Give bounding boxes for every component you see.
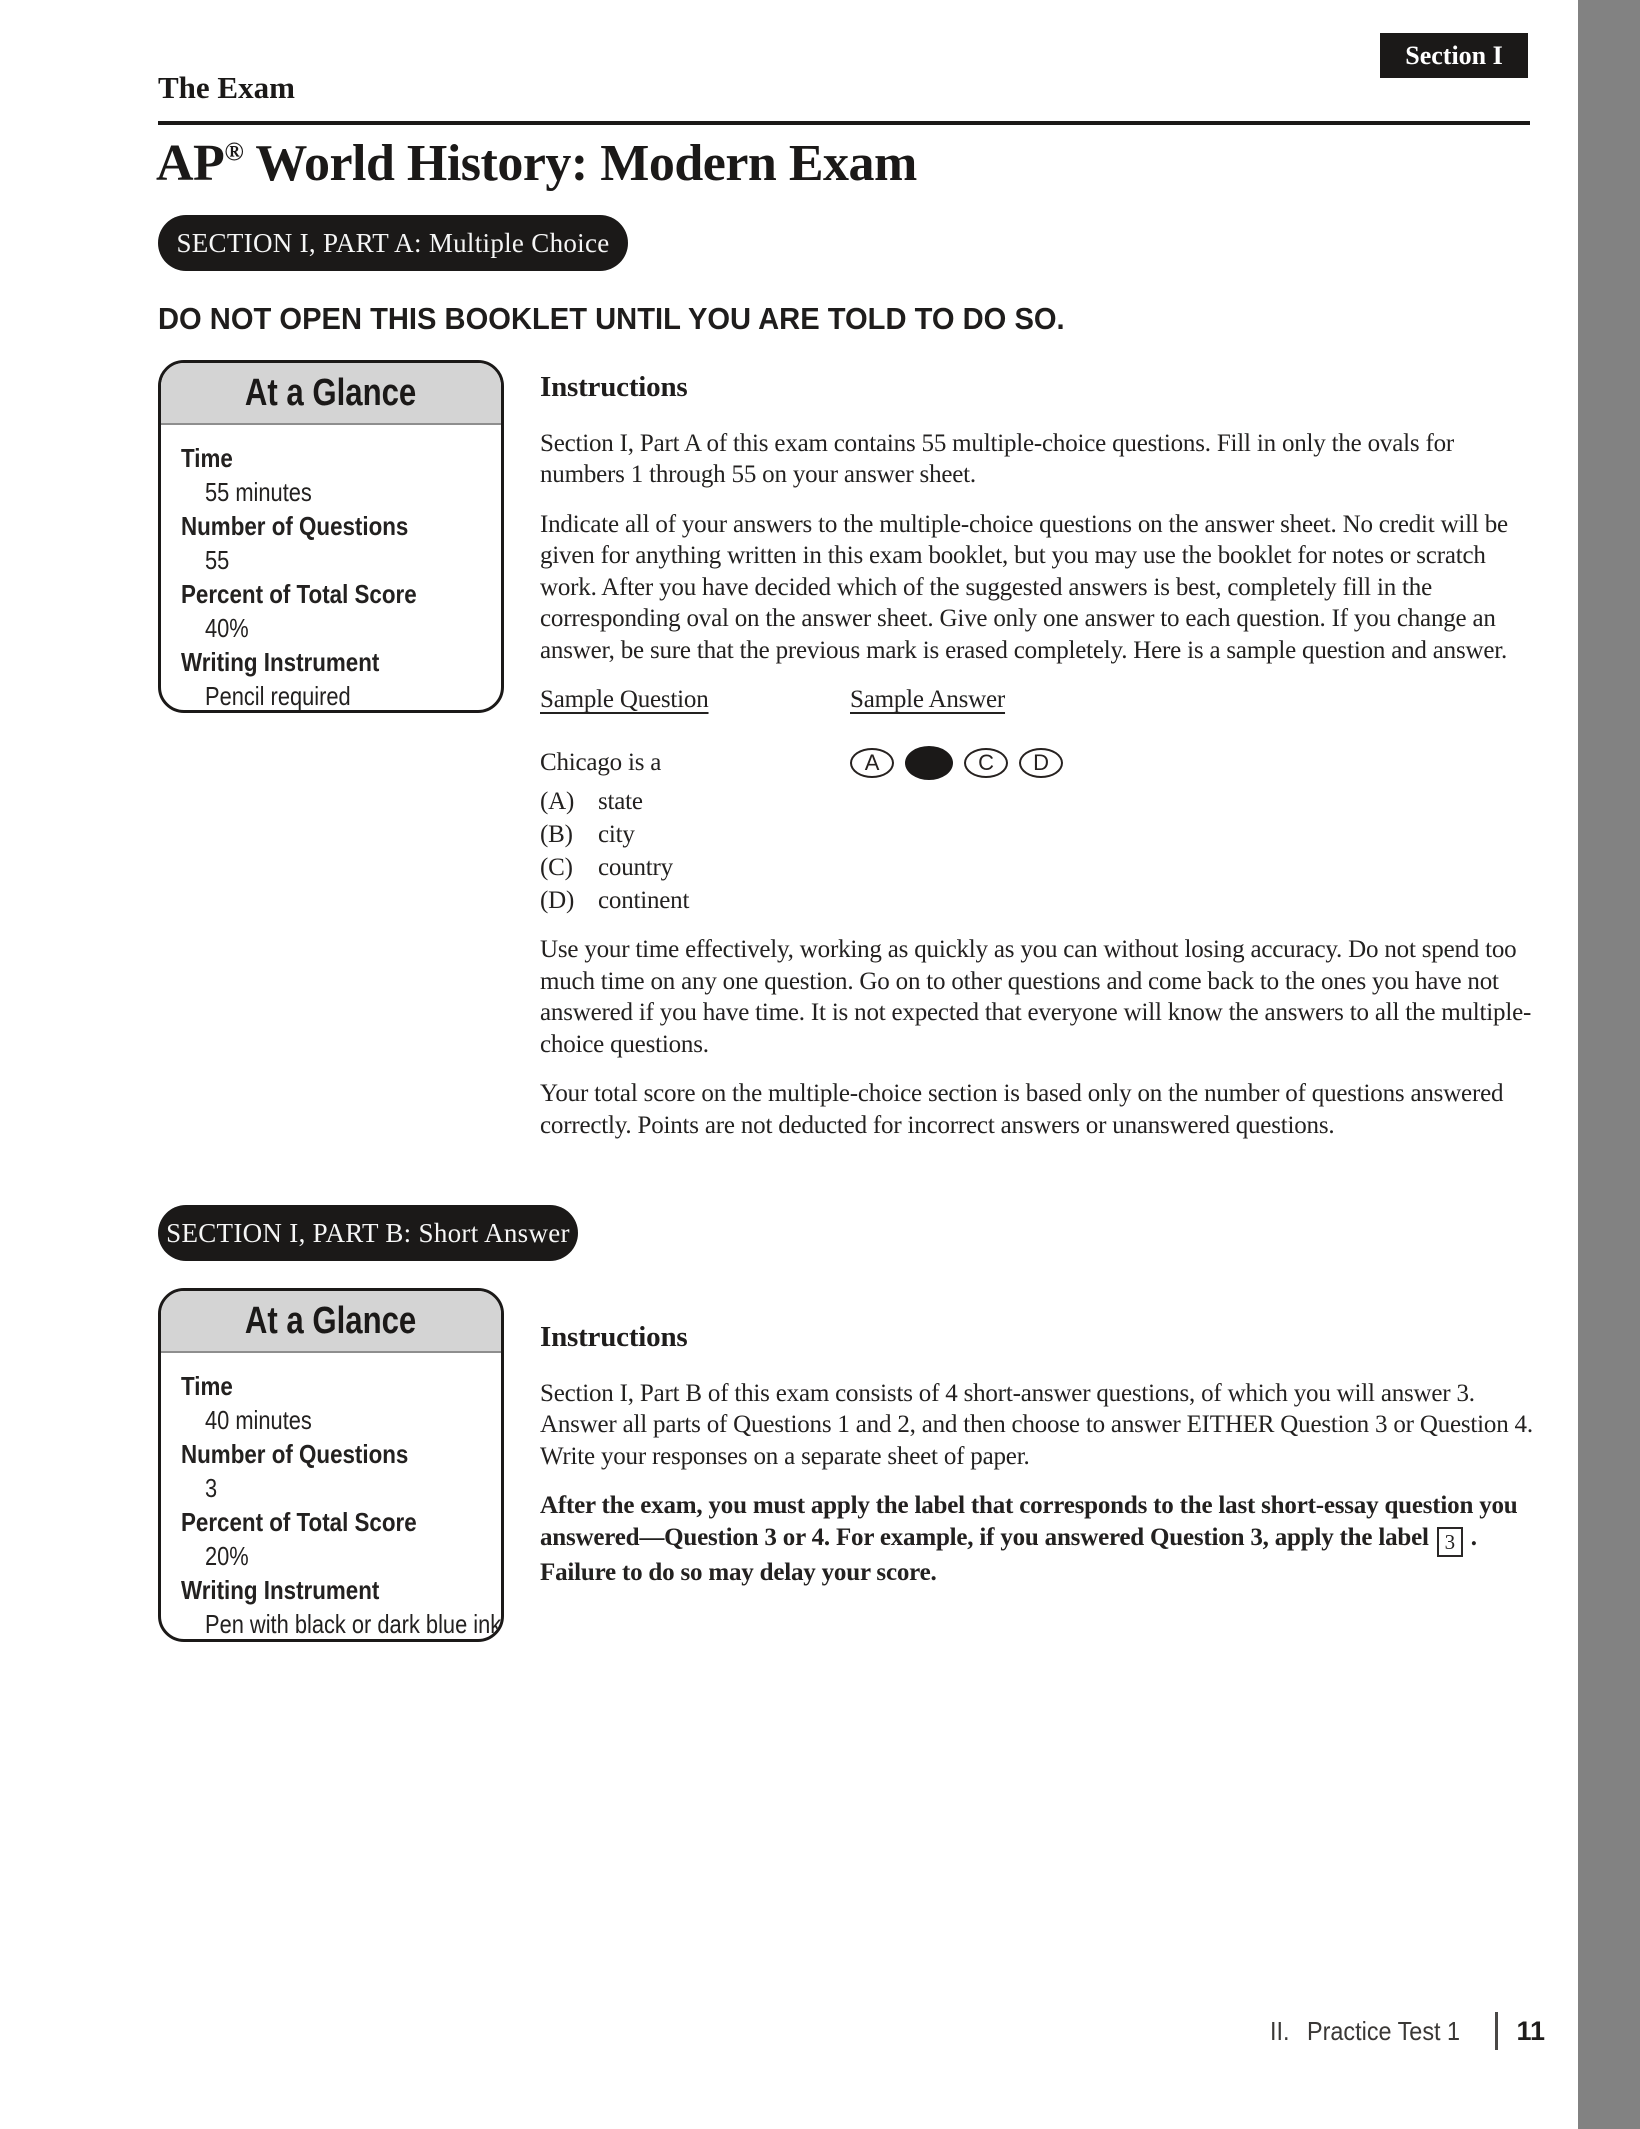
- instructions-part-a: [540, 372, 1540, 1159]
- sample-answer-column: [850, 684, 1250, 780]
- glance-value: 55 minutes: [205, 477, 312, 507]
- glance-value: 20%: [205, 1541, 249, 1571]
- sample-question-block: [540, 684, 1540, 934]
- sample-question-column: [540, 684, 840, 917]
- part-a-section-pill: [158, 215, 628, 271]
- glance-value: Pencil required: [205, 681, 351, 711]
- instructions-title-a: Instructions: [540, 371, 688, 403]
- oval-letter: A: [864, 749, 880, 775]
- title-rule: [158, 121, 1530, 125]
- question-label-chip: 3: [1437, 1527, 1463, 1557]
- bold-text-before-label: After the exam, you must apply the label that corresponds to the last short-essay question you answered—Question 3 or 4. For example, if you answered Question 3, apply the label: [540, 1492, 1518, 1551]
- choice-letter: (D): [540, 886, 575, 914]
- answer-oval-b-filled: [905, 746, 953, 780]
- sample-question-header: Sample Question: [540, 686, 709, 713]
- choice-row: [540, 785, 840, 818]
- instructions-title-b: Instructions: [540, 1321, 688, 1353]
- choice-text: state: [598, 787, 643, 815]
- glance-value: 3: [205, 1473, 218, 1503]
- choice-row: [540, 851, 840, 884]
- chapter-kicker: The Exam: [158, 70, 295, 105]
- oval-letter: C: [978, 749, 994, 775]
- paragraph-a4: Your total score on the multiple-choice section is based only on the number of questions answered correctly. Points are not deducted for incorrect answers or unanswered questions.: [540, 1080, 1504, 1139]
- oval-letter: D: [1033, 749, 1049, 775]
- page-edge-bar: [1578, 0, 1640, 2129]
- choice-row: [540, 818, 840, 851]
- glance-label: Writing Instrument: [181, 1575, 380, 1605]
- glance-value: 55: [205, 545, 230, 575]
- paragraph-a1: Section I, Part A of this exam contains 55 multiple-choice questions. Fill in only the ovals for numbers 1 through 55 on your answer sheet.: [540, 429, 1455, 488]
- glance-value: 40%: [205, 613, 249, 643]
- footer-divider: [1495, 2012, 1498, 2050]
- glance-label: Percent of Total Score: [181, 579, 417, 609]
- glance-title-b: At a Glance: [245, 1299, 417, 1342]
- answer-oval-row: [850, 746, 1250, 780]
- sample-question-stem: Chicago is a: [540, 748, 662, 776]
- part-a-pill-label: SECTION I, PART A: Multiple Choice: [176, 227, 610, 258]
- page-title: [156, 134, 917, 193]
- footer-chapter: II.: [1269, 2015, 1290, 2046]
- warning-text: DO NOT OPEN THIS BOOKLET UNTIL YOU ARE TOLD TO DO SO.: [158, 301, 1065, 336]
- glance-label: Time: [181, 443, 233, 473]
- answer-oval-c: [964, 748, 1008, 778]
- choice-text: country: [598, 853, 673, 881]
- section-tab: [1380, 33, 1528, 78]
- title-rest: World History: Modern Exam: [243, 135, 917, 192]
- glance-value: 40 minutes: [205, 1405, 312, 1435]
- bold-text-after-label: . Failure to do so may delay your score.: [540, 1523, 1477, 1587]
- footer-section-label: Practice Test 1: [1307, 2015, 1461, 2046]
- choice-text: continent: [598, 886, 690, 914]
- page-number: 11: [1516, 2015, 1545, 2046]
- paragraph-b2-bold: [540, 1490, 1540, 1589]
- choice-row: [540, 884, 840, 917]
- paragraph-b1: Section I, Part B of this exam consists of 4 short-answer questions, of which you will answer 3. Answer all parts of Questions 1 and 2, and then choose to answer EITHER Question 3 or Question 4. Write your responses on a separate sheet of paper.: [540, 1379, 1533, 1470]
- glance-label: Number of Questions: [181, 511, 409, 541]
- choice-letter: (C): [540, 853, 573, 881]
- glance-value: Pen with black or dark blue ink: [205, 1609, 502, 1639]
- glance-label: Writing Instrument: [181, 647, 380, 677]
- glance-header-b: [161, 1291, 501, 1353]
- glance-label: Time: [181, 1371, 233, 1401]
- glance-title-a: At a Glance: [245, 371, 417, 414]
- part-b-pill-label: SECTION I, PART B: Short Answer: [166, 1217, 570, 1248]
- instructions-part-b: [540, 1322, 1540, 1607]
- registered-mark: ®: [224, 137, 244, 166]
- glance-header-a: [161, 363, 501, 425]
- warning-heading: [158, 301, 1123, 337]
- title-prefix: AP: [156, 135, 225, 192]
- glance-body-a: [161, 425, 501, 713]
- choice-text: city: [598, 820, 635, 848]
- glance-label: Number of Questions: [181, 1439, 409, 1469]
- part-b-section-pill: [158, 1205, 578, 1261]
- at-a-glance-box-part-b: [158, 1288, 504, 1642]
- page-footer: [1270, 2012, 1545, 2050]
- at-a-glance-box-part-a: [158, 360, 504, 713]
- choice-letter: (A): [540, 787, 575, 815]
- sample-answer-header: Sample Answer: [850, 686, 1006, 713]
- answer-oval-d: [1019, 748, 1063, 778]
- paragraph-a2: Indicate all of your answers to the multiple-choice questions on the answer sheet. No credit will be given for anything written in this exam booklet, but you may use the booklet for notes or scratch work. After you have decided which of the suggested answers is best, completely fill in the corresponding oval on the answer sheet. Give only one answer to each question. If you change an answer, be sure that the previous mark is erased completely. Here is a sample question and answer.: [540, 510, 1508, 664]
- glance-label: Percent of Total Score: [181, 1507, 417, 1537]
- glance-body-b: [161, 1353, 501, 1641]
- paragraph-a3: Use your time effectively, working as quickly as you can without losing accuracy. Do not spend too much time on any one question. Go on to other questions and come back to the ones you have not answered if you have time. It is not expected that everyone will know the answers to all the multiple-choice questions.: [540, 936, 1532, 1058]
- answer-oval-a: [850, 748, 894, 778]
- section-tab-label: Section I: [1405, 40, 1503, 70]
- choice-letter: (B): [540, 820, 573, 848]
